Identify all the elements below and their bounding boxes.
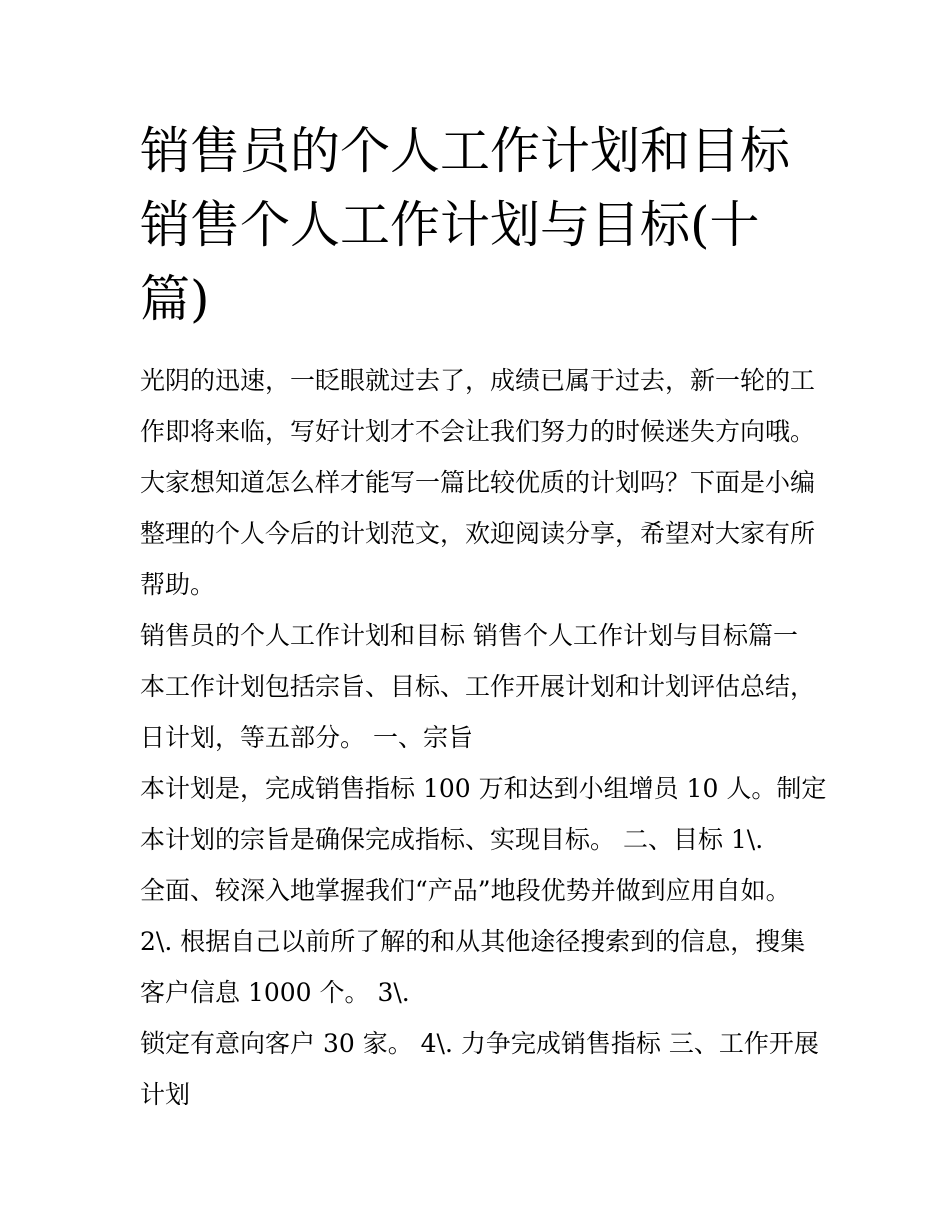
body-text	[140, 355, 830, 1120]
text-line: 作即将来临，写好计划才不会让我们努力的时候迷失方向哦。	[140, 417, 816, 446]
text-line: 全面、较深入地掌握我们“产品”地段优势并做到应用自如。	[140, 876, 791, 905]
text-line: 本工作计划包括宗旨、目标、工作开展计划和计划评估总结，	[140, 672, 816, 701]
text-line: 本计划的宗旨是确保完成指标、实现目标。 二、目标 1\.	[140, 825, 764, 854]
text-line: 整理的个人今后的计划范文，欢迎阅读分享，希望对大家有所	[140, 519, 816, 548]
text-line: 锁定有意向客户 30 家。 4\. 力争完成销售指标 三、工作开展	[140, 1029, 819, 1058]
text-line: 光阴的迅速，一眨眼就过去了，成绩已属于过去，新一轮的工	[140, 366, 816, 395]
text-line: 2\. 根据自己以前所了解的和从其他途径搜索到的信息，搜集	[140, 927, 806, 956]
text-line: 销售员的个人工作计划和目标 销售个人工作计划与目标篇一	[140, 621, 798, 650]
title-line: 销售个人工作计划与目标(十	[140, 196, 760, 254]
page-title	[140, 114, 830, 336]
text-line: 日计划，等五部分。 一、宗旨	[140, 723, 473, 752]
text-line: 计划	[140, 1080, 191, 1109]
text-line: 大家想知道怎么样才能写一篇比较优质的计划吗？下面是小编	[140, 468, 816, 497]
title-line: 篇)	[140, 270, 210, 328]
text-line: 客户信息 1000 个。 3\.	[140, 978, 410, 1007]
title-line: 销售员的个人工作计划和目标	[140, 122, 790, 180]
text-line: 本计划是，完成销售指标 100 万和达到小组增员 10 人。制定	[140, 774, 827, 803]
text-line: 帮助。	[140, 570, 216, 599]
